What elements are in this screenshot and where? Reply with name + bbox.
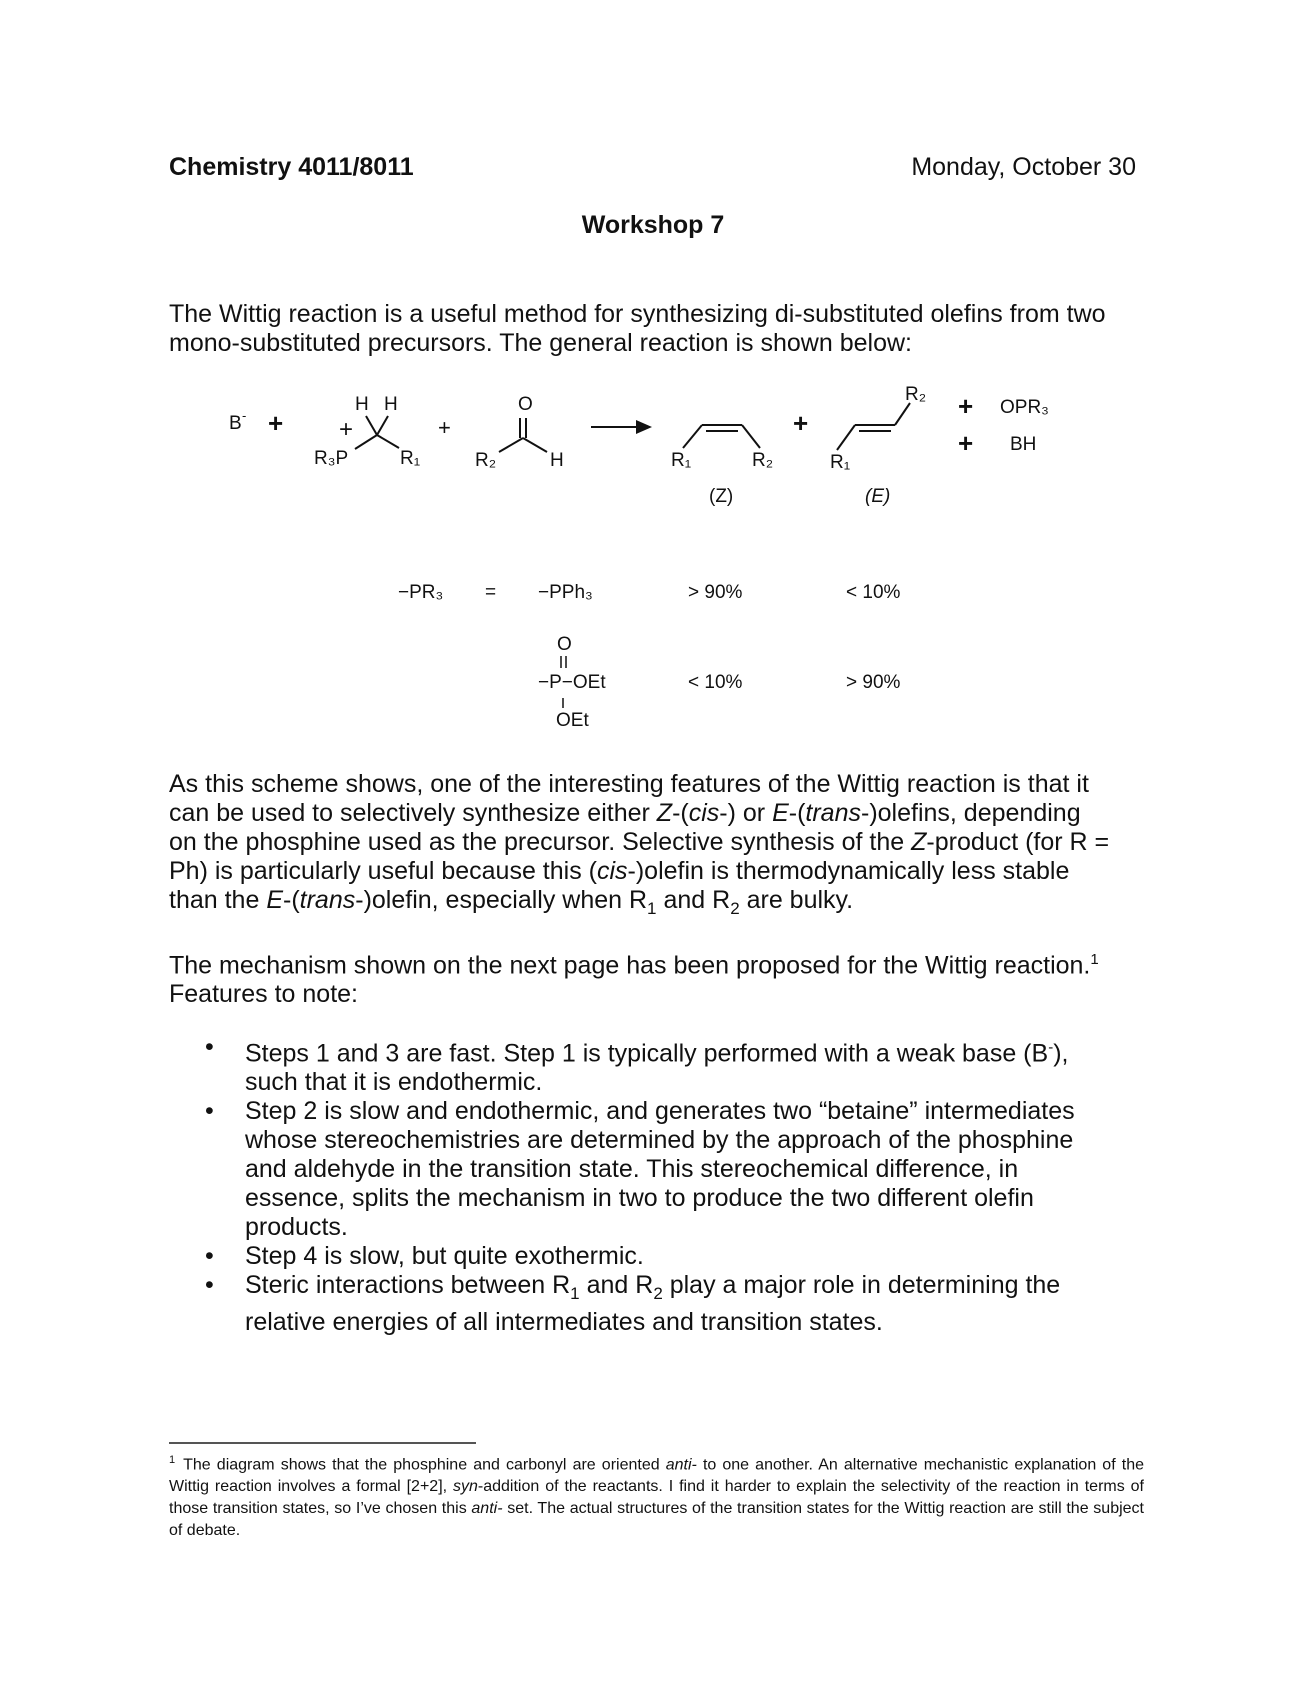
footnote: $^1$ The diagram shows that the phosphine and carbonyl are oriented anti- to one another. An alternative mechanistic explanation of the Wittig reaction involves a formal [2+2], syn-addition of the reactants. I find it harder to explain the selectivity of the reaction in terms of those transition states, so I’ve chosen this anti- set. The actual structures of the transition states for the Wittig reaction are still the subject of debate. — [169, 1454, 1144, 1540]
plus-sign-3: + — [793, 408, 809, 438]
ylide-r1: R₁ — [400, 448, 421, 469]
plus-sign-2: + — [438, 415, 451, 440]
pph3-label: −PPh₃ — [538, 582, 593, 603]
discussion-line-4: Ph) is particularly useful because this (cis-)olefin is thermodynamically less stable — [169, 857, 1070, 885]
plus-sign-1: + — [268, 408, 284, 438]
base-label: B — [229, 413, 242, 434]
phosphonate-o: O — [557, 634, 572, 655]
ylide-plus: + — [339, 416, 354, 443]
mechanism-line-2: Features to note: — [169, 980, 359, 1009]
ylide-bonds — [355, 416, 399, 449]
mechanism-paragraph — [169, 945, 1144, 1009]
bullet-icon: • — [205, 1242, 214, 1271]
bullet-icon: • — [205, 1033, 214, 1061]
pph3-e-yield: < 10% — [846, 582, 901, 603]
list-item: • Steps 1 and 3 are fast. Step 1 is typically performed with a weak base (B-), such that it is endothermic. — [205, 1033, 1069, 1097]
byproduct-opr3: OPR₃ — [1000, 397, 1049, 418]
discussion-paragraph — [169, 770, 1144, 923]
aldehyde-h: H — [550, 450, 564, 471]
discussion-line-3: on the phosphine used as the precursor. Selective synthesis of the Z-product (for R = — [169, 828, 1110, 856]
footnote-divider — [169, 1442, 476, 1444]
byproduct-bh: BH — [1010, 434, 1037, 455]
phosphonate-z-yield: < 10% — [688, 672, 743, 693]
e-product-r1: R₁ — [830, 452, 851, 473]
intro-line-2: mono-substituted precursors. The general reaction is shown below: — [169, 329, 912, 357]
features-list — [205, 1033, 1145, 1337]
list-item: • Steric interactions between $R_1$ and $R_2$ play a major role in determining the relative energies of all intermediates and transition states. — [205, 1271, 1061, 1337]
phosphonate-oet: OEt — [556, 710, 589, 731]
wittig-reaction-scheme — [0, 380, 1306, 760]
list-item: • Step 2 is slow and endothermic, and generates two “betaine” intermediates whose stereochemistries are determined by the approach of the phosphine and aldehyde in the transition state. This stereochemical difference, in essence, splits the mechanism in two to produce the two different olefin products. — [205, 1097, 1075, 1242]
discussion-line-5: than the E-(trans-)olefin, especially when $R_1$ and $R_2$ are bulky. — [169, 886, 854, 918]
bullet-icon: • — [205, 1271, 214, 1300]
e-olefin-bonds — [837, 403, 910, 450]
e-label: (E) — [865, 486, 891, 507]
bullet-icon: • — [205, 1097, 214, 1126]
equals-sign: = — [485, 582, 497, 603]
list-item: • Step 4 is slow, but quite exothermic. — [205, 1242, 644, 1271]
ylide-h2: H — [384, 394, 398, 415]
z-olefin-bonds — [683, 425, 760, 448]
intro-line-1: The Wittig reaction is a useful method for synthesizing di-substituted olefins from two — [169, 300, 1106, 328]
ylide-h1: H — [355, 394, 369, 415]
course-title: Chemistry 4011/8011 — [169, 153, 414, 181]
discussion-line-1: As this scheme shows, one of the interesting features of the Wittig reaction is that it — [169, 770, 1089, 798]
pph3-z-yield: > 90% — [688, 582, 743, 603]
ylide-p: R₃P — [314, 448, 349, 469]
plus-sign-5: + — [958, 428, 974, 458]
e-product-r2: R₂ — [905, 384, 927, 405]
reaction-arrow — [591, 420, 652, 434]
base-charge: - — [242, 408, 247, 423]
discussion-line-2: can be used to selectively synthesize either Z-(cis-) or E-(trans-)olefins, depending — [169, 799, 1081, 827]
plus-sign-4: + — [958, 391, 974, 421]
intro-paragraph — [169, 300, 1144, 358]
phosphonate-e-yield: > 90% — [846, 672, 901, 693]
aldehyde-o: O — [518, 394, 533, 415]
page-title: Workshop 7 — [581, 211, 725, 239]
date: Monday, October 30 — [911, 153, 1136, 181]
z-product-r1: R₁ — [671, 450, 692, 471]
mechanism-line-1: The mechanism shown on the next page has been proposed for the Wittig reaction.$^1$ — [169, 951, 1099, 980]
z-product-r2: R₂ — [752, 450, 774, 471]
phosphonate-p: −P−OEt — [538, 672, 606, 693]
z-label: (Z) — [709, 486, 734, 507]
footnote-mark: 1 — [169, 1454, 176, 1466]
footnote-reference[interactable]: 1 — [1090, 951, 1099, 968]
aldehyde-r2: R₂ — [475, 450, 497, 471]
aldehyde-bonds — [499, 418, 547, 452]
pr3-label: −PR₃ — [398, 582, 444, 603]
